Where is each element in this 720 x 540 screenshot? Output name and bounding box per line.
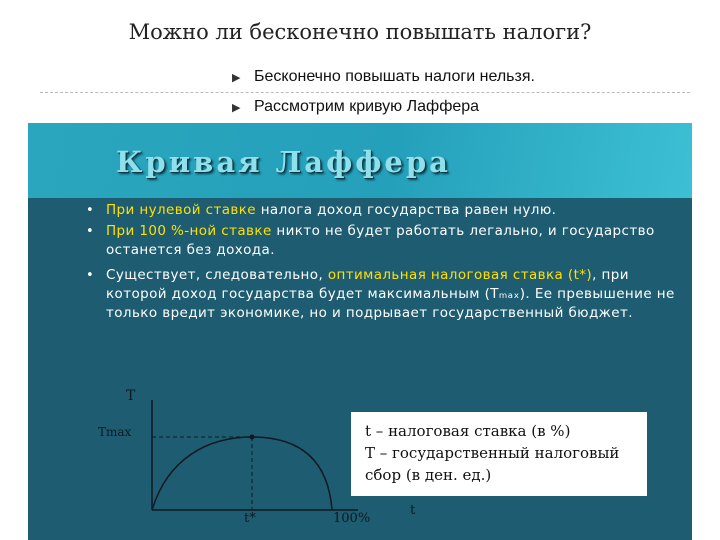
bullet-text: , при которой доход государства будет максимальным (Tₘₐₓ). Ее превышение не только вредит экономике, но и подрывает государственный бюджет. [106, 267, 675, 321]
bullet-dot-icon: • [86, 203, 95, 218]
embedded-slide [28, 123, 692, 540]
laffer-curve [152, 437, 332, 510]
slide-bullet [86, 266, 676, 323]
bullet-item [232, 62, 692, 92]
tstar-label: t* [244, 511, 256, 526]
highlight-text: При нулевой ставке [106, 202, 256, 218]
divider [40, 92, 690, 93]
bullet-dot-icon: • [86, 268, 95, 283]
y-axis-label: T [126, 388, 136, 404]
slide-bullet [86, 201, 676, 220]
slide-title: Кривая Лаффера [116, 145, 451, 179]
optimum-point [250, 435, 255, 440]
legend-line: T – государственный налоговый сбор (в ден. ед.) [365, 444, 620, 484]
bullet-text: налога доход государства равен нулю. [256, 202, 557, 218]
triangle-right-icon: ▶ [232, 71, 241, 84]
bullet-text: Существует, следовательно, [106, 267, 328, 283]
page-title: Можно ли бесконечно повышать налоги? [128, 20, 592, 44]
tmax-label: Tmax [98, 425, 132, 439]
highlight-text: оптимальная налоговая ставка (t*) [327, 267, 593, 283]
slide-bullets [86, 201, 676, 327]
triangle-right-icon: ▶ [232, 101, 241, 114]
legend-box [351, 412, 647, 496]
bullet-text: Бесконечно повышать налоги нельзя. [254, 68, 535, 85]
x-axis-label: t [410, 503, 416, 518]
slide-bullet [86, 222, 676, 260]
legend-line: t – налоговая ставка (в %) [365, 422, 571, 440]
highlight-text: При 100 %-ной ставке [106, 223, 272, 239]
bullet-text: никто не будет работать легально, и государство останется без дохода. [106, 223, 655, 258]
bullet-item [232, 92, 692, 122]
hundred-label: 100% [333, 511, 371, 526]
bullet-text: Рассмотрим кривую Лаффера [254, 98, 480, 115]
bullet-dot-icon: • [86, 224, 95, 239]
